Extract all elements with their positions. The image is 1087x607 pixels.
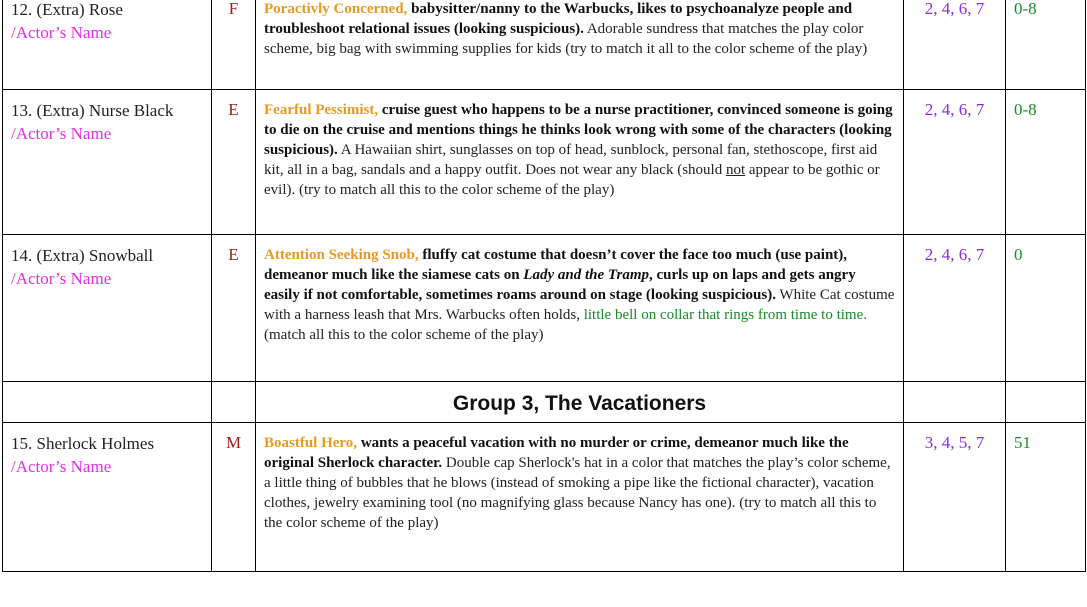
description-cell	[256, 0, 904, 90]
count-cell: 51	[1006, 423, 1086, 572]
gender-cell: M	[212, 423, 256, 572]
description-bold: babysitter/nanny to the Warbucks, likes to psychoanalyze people and troubleshoot relational issues (looking suspicious).	[264, 1, 853, 37]
scenes-cell: 3, 4, 5, 7	[904, 423, 1006, 572]
character-cell	[3, 0, 212, 90]
description-bold: fluffy cat costume that doesn’t cover the face too much (use paint), demeanor much like the siamese cats on	[264, 247, 848, 283]
character-cell	[3, 90, 212, 235]
description-text: (match all this to the color scheme of the play)	[264, 327, 544, 343]
description-bold: , curls up on laps and gets angry easily if not comfortable, sometimes roams around on stage (looking suspicious).	[264, 267, 856, 303]
actor-name: /Actor’s Name	[11, 23, 112, 42]
count-cell: 0-8	[1006, 0, 1086, 90]
description-bold: wants a peaceful vacation with no murder or crime, demeanor much like the original Sherlock character.	[264, 435, 849, 471]
character-trait: Poractivly Concerned,	[264, 1, 408, 17]
scenes-cell: 2, 4, 6, 7	[904, 90, 1006, 235]
gender-cell: E	[212, 235, 256, 382]
cast-table	[2, 0, 1086, 572]
character-cell	[3, 423, 212, 572]
character-name: 14. (Extra) Snowball	[11, 246, 154, 265]
description-cell	[256, 235, 904, 382]
description-text: A Hawaiian shirt, sunglasses on top of head, sunblock, personal fan, stethoscope, first aid kit, all in a bag, sandals and a happy outfit. Does not wear any black (should	[264, 142, 878, 178]
table-row	[3, 235, 1086, 382]
description-bold-italic: Lady and the Tramp	[523, 267, 649, 283]
character-name: 12. (Extra) Rose	[11, 0, 123, 19]
empty-cell	[3, 382, 212, 423]
actor-name: /Actor’s Name	[11, 124, 112, 143]
gender-cell: E	[212, 90, 256, 235]
character-trait: Fearful Pessimist,	[264, 102, 379, 118]
description-highlight: little bell on collar that rings from time to time.	[583, 307, 867, 323]
character-trait: Boastful Hero,	[264, 435, 358, 451]
table-row	[3, 423, 1086, 572]
description-text: Adorable sundress that matches the play color scheme, big bag with swimming supplies for kids (try to match it all to the color scheme of the play)	[264, 21, 868, 57]
scenes-cell: 2, 4, 6, 7	[904, 0, 1006, 90]
character-name: 13. (Extra) Nurse Black	[11, 101, 174, 120]
actor-name: /Actor’s Name	[11, 457, 112, 476]
scenes-cell: 2, 4, 6, 7	[904, 235, 1006, 382]
character-cell	[3, 235, 212, 382]
description-cell	[256, 90, 904, 235]
count-cell: 0	[1006, 235, 1086, 382]
description-bold: cruise guest who happens to be a nurse practitioner, convinced someone is going to die on the cruise and mentions things he thinks look wrong with some of the characters (looking suspicious).	[264, 102, 893, 158]
description-text: appear to be gothic or evil). (try to match all this to the color scheme of the play)	[264, 162, 880, 198]
group-header-row	[3, 382, 1086, 423]
character-trait: Attention Seeking Snob,	[264, 247, 419, 263]
description-underline: not	[725, 162, 746, 178]
description-text: White Cat costume with a harness leash that Mrs. Warbucks often holds,	[264, 287, 895, 323]
actor-name: /Actor’s Name	[11, 269, 112, 288]
empty-cell	[1006, 382, 1086, 423]
description-cell	[256, 423, 904, 572]
table-row	[3, 0, 1086, 90]
gender-cell: F	[212, 0, 256, 90]
empty-cell	[904, 382, 1006, 423]
table-row	[3, 90, 1086, 235]
empty-cell	[212, 382, 256, 423]
description-text: Double cap Sherlock's hat in a color that matches the play’s color scheme, a little thing of bubbles that he blows (instead of smoking a pipe like the fictional character), vacation clothes, jewelry examining tool (no magnifying glass because Nancy has one). (try to match all this to the color scheme of the play)	[264, 455, 891, 531]
group-title: Group 3, The Vacationers	[256, 382, 904, 423]
character-name: 15. Sherlock Holmes	[11, 434, 155, 453]
count-cell: 0-8	[1006, 90, 1086, 235]
